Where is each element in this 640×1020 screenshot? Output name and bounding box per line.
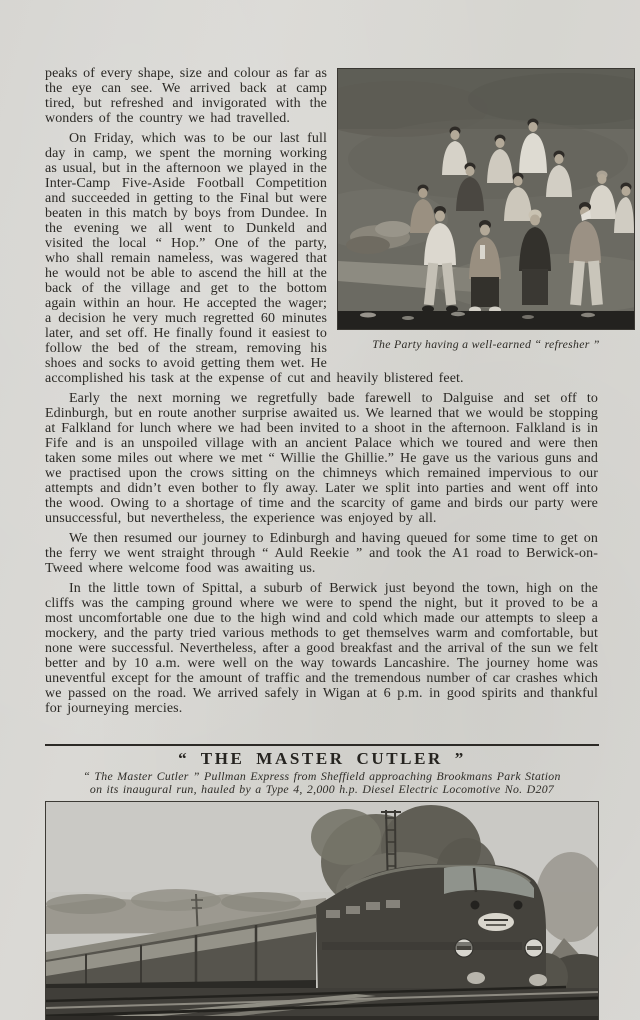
master-cutler-section	[45, 744, 599, 1020]
train-photo-caption-line2: on its inaugural run, hauled by a Type 4, 2,000 h.p. Diesel Electric Locomotive No. D207	[89, 782, 555, 796]
train-photo-figure	[45, 801, 599, 1020]
article-text	[45, 66, 598, 721]
section-divider	[45, 744, 599, 746]
buffer	[467, 972, 485, 984]
bottle	[480, 245, 485, 259]
buffer	[529, 974, 547, 986]
headboard	[478, 913, 514, 931]
paragraph: Early the next morning we regretfully bade farewell to Dalguise and set off to Edinburgh, but en route another surprise awaited us. We learned that we would be stopping at Falkland for lunch where we had been invited to a shoot in the afternoon. Falkland is in Fife and is an unspoiled village with an ancient Palace which we toured and were then taken some miles out where we met “ Willie the Ghillie.” He gave us the various guns and we practised upon the crows sitting on the chimneys which remained impervious to our attempts and didn’t even bother to fly away. Later we split into parties and went off into the wood. Owing to a shortage of time and the scarcity of game and birds our party were unsuccessful, but nevertheless, the experience was enjoyed by all.	[45, 391, 598, 526]
group-photo-caption: The Party having a well-earned “ refresher ”	[372, 337, 600, 351]
cab-porthole	[471, 901, 480, 910]
foreground-bank	[338, 311, 634, 329]
headcode-disc	[525, 939, 543, 957]
paragraph: peaks of every shape, size and colour as far as the eye can see. We arrived back at camp tired, but refreshed and invigorated with the wonders of the country we had travelled.	[45, 66, 327, 126]
paragraph: In the little town of Spittal, a suburb of Berwick just beyond the town, high on the cliffs was the camping ground where we were to spend the night, but it proved to be a most uncomfortable one due to the high wind and cold which made our attempts to sleep a mockery, and the party tried various methods to get themselves warm and comfortable, but none were successful. Nevertheless, after a good breakfast and the arrival of the sun we felt better and by 10 a.m. were well on the way towards Lancashire. The journey home was uneventful except for the amount of traffic and the tremendous number of car crashes which we passed on the road. We arrived safely in Wigan at 6 p.m. in good spirits and thankful for journeying mercies.	[45, 581, 598, 716]
train-photo-image	[45, 801, 599, 1020]
group-photo-image	[337, 68, 635, 330]
paragraph: We then resumed our journey to Edinburgh and having queued for some time to get on the ferry we went straight through “ Auld Reekie ” and took the A1 road to Berwick-on-Tweed where welcome food was awaiting us.	[45, 531, 598, 576]
group-photo-figure	[337, 68, 635, 351]
master-cutler-heading: “ THE MASTER CUTLER ”	[178, 749, 466, 768]
train-photo-caption-line1: “ The Master Cutler ” Pullman Express from Sheffield approaching Brookmans Park Station	[83, 769, 561, 783]
track-bed	[46, 987, 598, 1020]
paragraph: On Friday, which was to be our last full day in camp, we spent the morning working as usual, but in the afternoon we played in the Inter-Camp Five-Aside Football Competition and succeeded in getting to the Final but were beaten in this match by boys from Dundee. In the evening we all went to Dunkeld and visited the local “ Hop.” One of the party, who shall remain nameless, was wagered that he would not be able to ascend the hill at the back of the village and get to the bottom again within an hour. He accepted the wager; a decision he very much regretted 60 minutes later, and set off. He finally found it easiest to follow the bed of the stream, removing his shoes and socks to avoid getting them wet. He accomplished his task at the expense of cut and heavily blistered feet.	[45, 131, 464, 386]
cab-porthole	[514, 901, 523, 910]
